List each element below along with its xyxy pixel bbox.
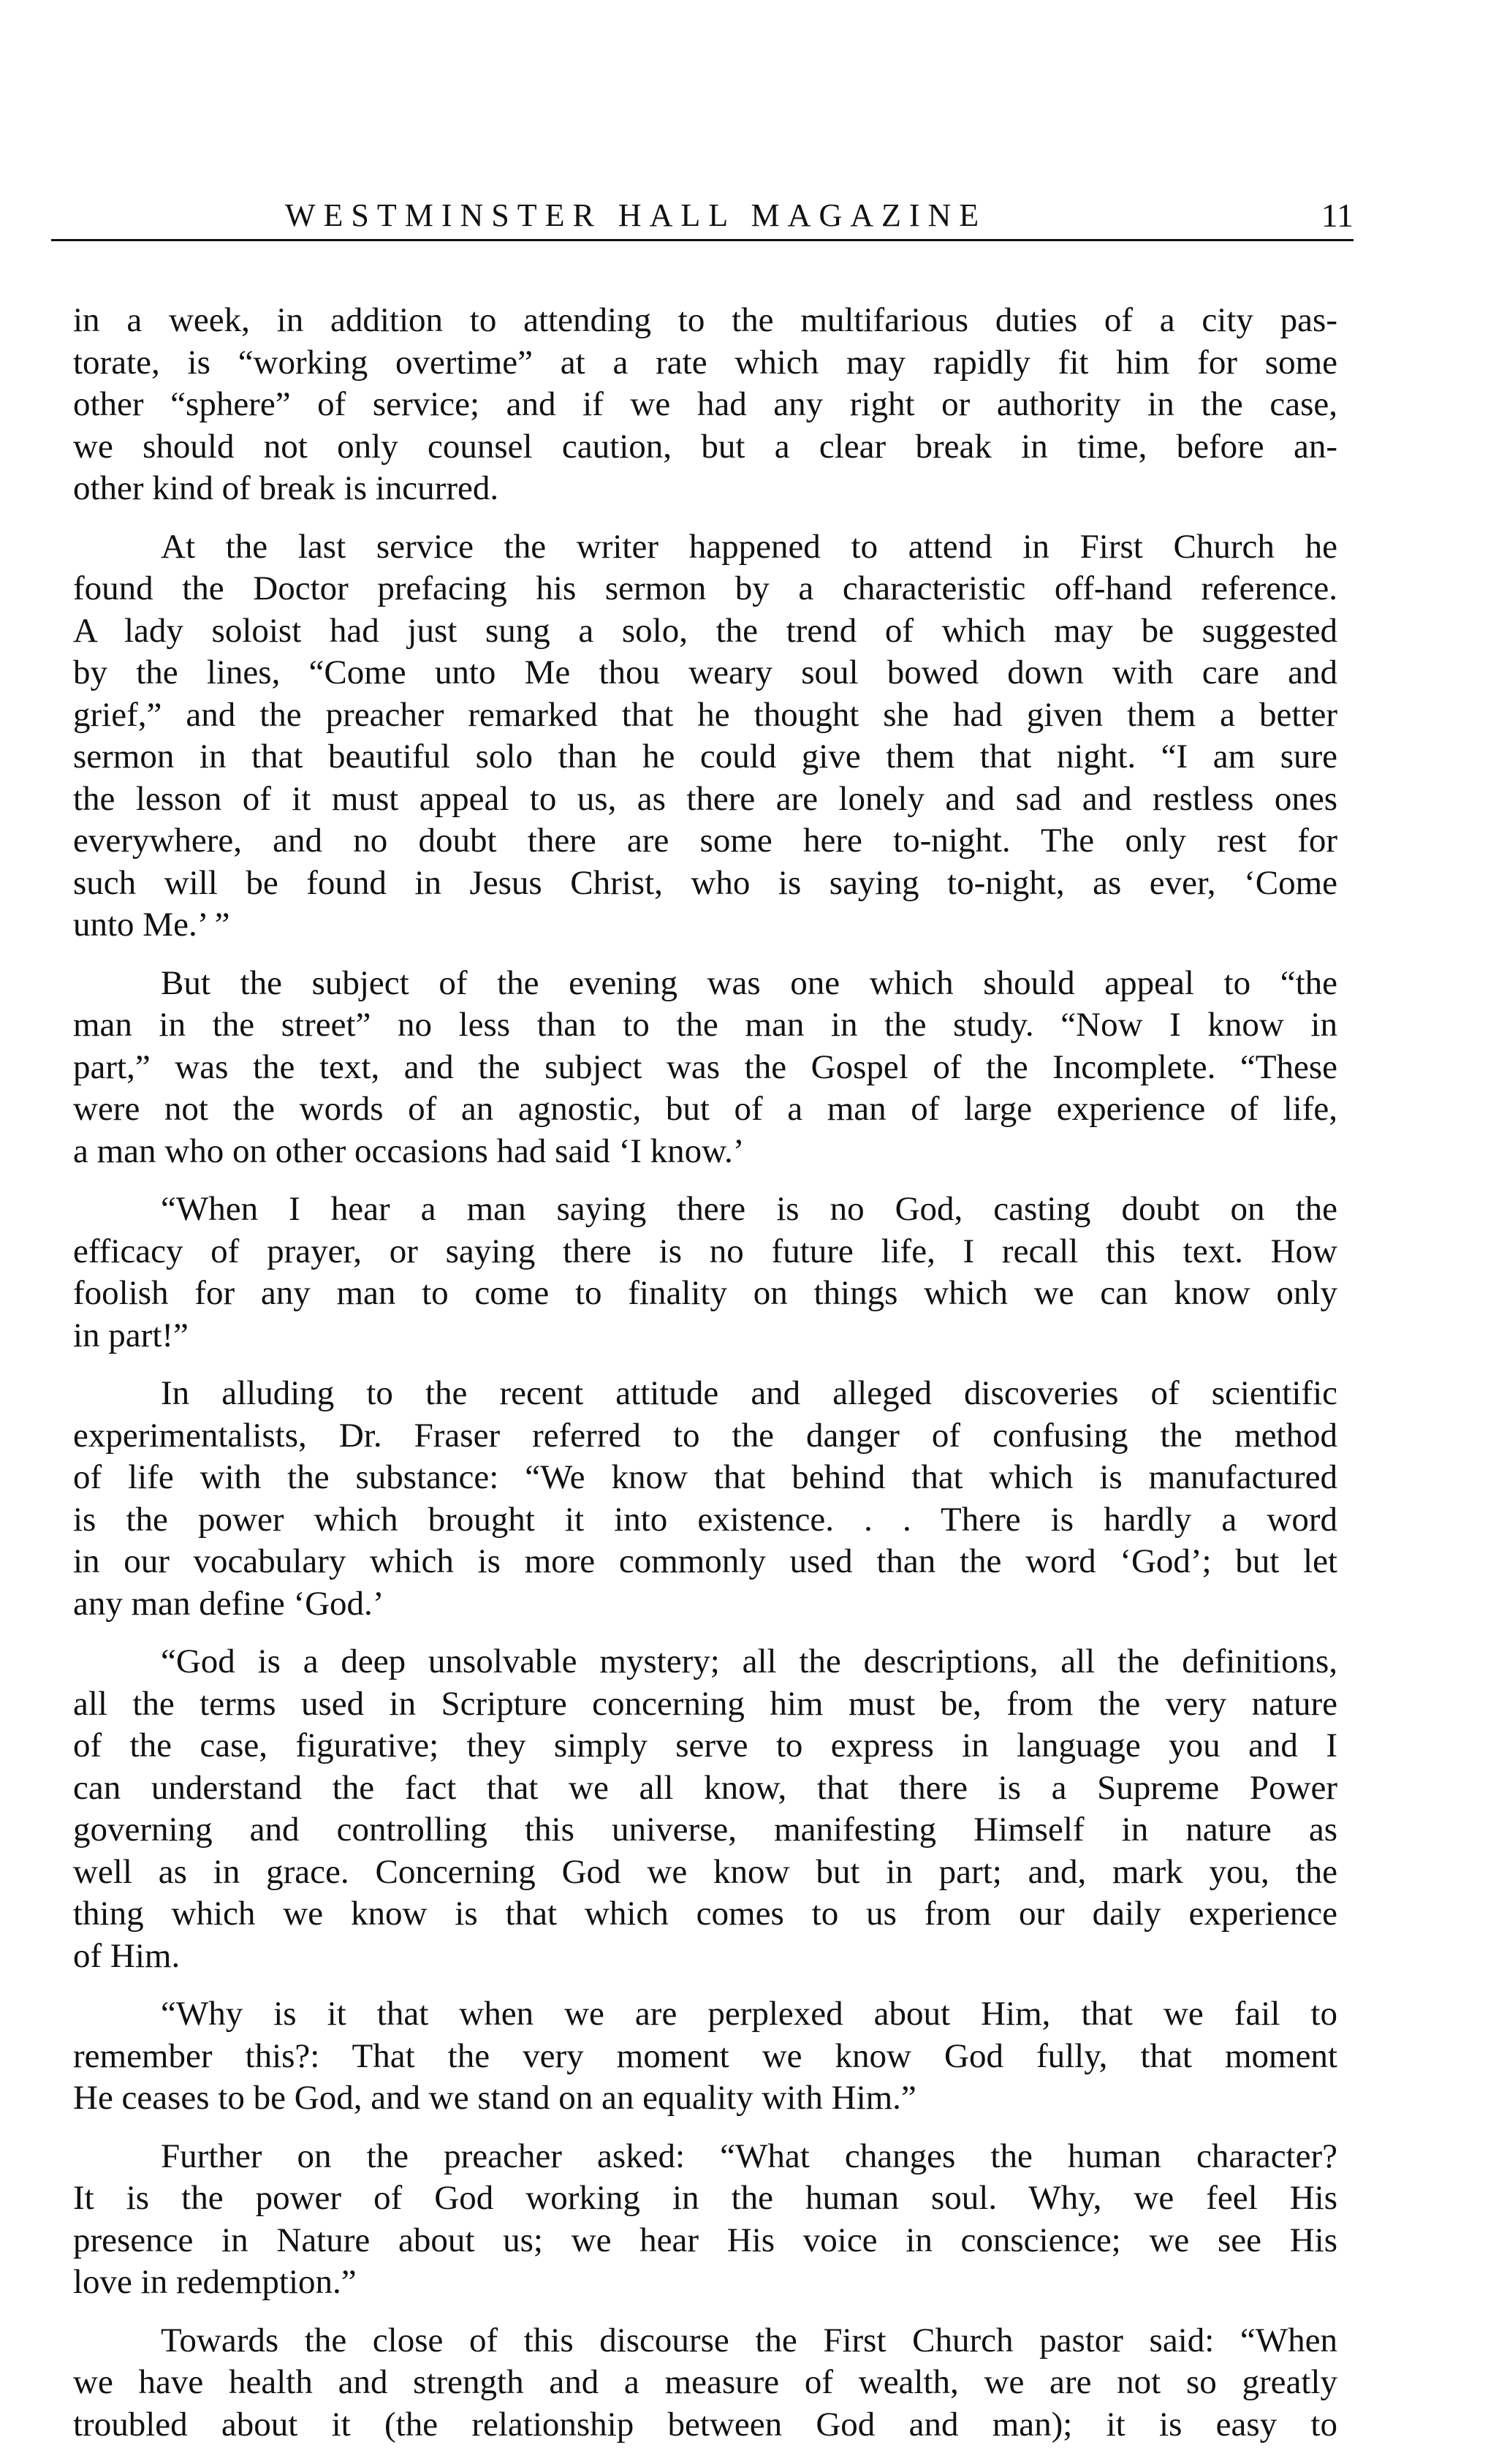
paragraph: [73, 2136, 1337, 2304]
text-line: a man who on other occasions had said ‘I know.’: [73, 1131, 745, 1170]
text-line: foolish for any man to come to finality on things which we can know only: [73, 1274, 1337, 1312]
magazine-title: WESTMINSTER HALL MAGAZINE: [285, 197, 987, 233]
text-line: A lady soloist had just sung a solo, the trend of which may be suggested: [73, 611, 1337, 650]
paragraph-gap: [73, 510, 1337, 526]
text-line: in part!”: [73, 1316, 189, 1354]
paragraph: [73, 1373, 1337, 1625]
paragraph: [73, 1641, 1337, 1977]
text-line: torate, is “working overtime” at a rate which may rapidly fit him for some: [73, 343, 1337, 382]
header-rule: [51, 239, 1354, 241]
text-line: In alluding to the recent attitude and alleged discoveries of scientific: [161, 1374, 1337, 1412]
paragraph: [73, 526, 1337, 947]
text-line: presence in Nature about us; we hear His voice in conscience; we see His: [73, 2221, 1337, 2259]
text-line: sermon in that beautiful solo than he could give them that night. “I am sure: [73, 738, 1337, 776]
paragraph: [73, 1993, 1337, 2120]
paragraph-gap: [73, 1172, 1337, 1189]
text-line: efficacy of prayer, or saying there is no future life, I recall this text. How: [73, 1232, 1337, 1270]
paragraph-gap: [73, 2120, 1337, 2136]
text-line: troubled about it (the relationship between God and man); it is easy to: [73, 2405, 1337, 2444]
text-line: everywhere, and no doubt there are some here to-night. The only rest for: [73, 822, 1337, 860]
text-line: the lesson of it must appeal to us, as there are lonely and sad and restless ones: [73, 779, 1337, 818]
paragraph: [73, 2320, 1337, 2446]
text-line: we should not only counsel caution, but a clear break in time, before an-: [73, 427, 1337, 466]
paragraph-gap: [73, 1357, 1337, 1373]
text-line: unto Me.’ ”: [73, 906, 230, 944]
text-line: any man define ‘God.’: [73, 1584, 384, 1623]
text-line: remember this?: That the very moment we know God fully, that moment: [73, 2036, 1337, 2075]
paragraph: [73, 1189, 1337, 1357]
text-line: At the last service the writer happened to attend in First Church he: [161, 527, 1337, 566]
paragraph-gap: [73, 1977, 1337, 1993]
page-number: 11: [1321, 197, 1354, 234]
article-body: [73, 300, 1337, 2446]
text-line: love in redemption.”: [73, 2263, 357, 2301]
paragraph: [73, 300, 1337, 510]
text-line: were not the words of an agnostic, but of a man of large experience of life,: [73, 1090, 1337, 1128]
text-line: is the power which brought it into existence. . . There is hardly a word: [73, 1500, 1337, 1539]
text-line: other “sphere” of service; and if we had any right or authority in the case,: [73, 385, 1337, 423]
text-line: Towards the close of this discourse the First Church pastor said: “When: [161, 2321, 1337, 2359]
text-line: experimentalists, Dr. Fraser referred to the danger of confusing the method: [73, 1416, 1337, 1455]
text-line: of life with the substance: “We know that behind that which is manufactured: [73, 1458, 1337, 1496]
text-line: can understand the fact that we all know, that there is a Supreme Power: [73, 1768, 1337, 1807]
paragraph-gap: [73, 1625, 1337, 1641]
text-line: well as in grace. Concerning God we know but in part; and, mark you, the: [73, 1852, 1337, 1891]
text-line: thing which we know is that which comes to us from our daily experience: [73, 1895, 1337, 1933]
text-line: part,” was the text, and the subject was the Gospel of the Incomplete. “These: [73, 1047, 1337, 1086]
text-line: He ceases to be God, and we stand on an equality with Him.”: [73, 2079, 916, 2117]
text-line: such will be found in Jesus Christ, who is saying to-night, as ever, ‘Come: [73, 863, 1337, 902]
text-line: we have health and strength and a measure of wealth, we are not so greatly: [73, 2363, 1337, 2401]
text-line: by the lines, “Come unto Me thou weary soul bowed down with care and: [73, 653, 1337, 691]
running-header: [51, 197, 1354, 241]
text-line: “When I hear a man saying there is no God, casting doubt on the: [161, 1190, 1337, 1228]
text-line: “Why is it that when we are perplexed about Him, that we fail to: [161, 1995, 1337, 2033]
text-line: found the Doctor prefacing his sermon by a characteristic off-hand reference.: [73, 569, 1337, 607]
text-line: But the subject of the evening was one which should appeal to “the: [161, 963, 1337, 1002]
text-line: It is the power of God working in the human soul. Why, we feel His: [73, 2179, 1337, 2217]
text-line: in our vocabulary which is more commonly used than the word ‘God’; but let: [73, 1542, 1337, 1580]
text-line: in a week, in addition to attending to the multifarious duties of a city pas-: [73, 301, 1337, 339]
text-line: of the case, figurative; they simply serve to express in language you and I: [73, 1726, 1337, 1764]
text-line: man in the street” no less than to the man in the study. “Now I know in: [73, 1006, 1337, 1044]
text-line: other kind of break is incurred.: [73, 469, 499, 507]
paragraph-gap: [73, 2304, 1337, 2320]
paragraph: [73, 963, 1337, 1173]
text-line: governing and controlling this universe, manifesting Himself in nature as: [73, 1811, 1337, 1849]
text-line: all the terms used in Scripture concerning him must be, from the very nature: [73, 1684, 1337, 1723]
text-line: “God is a deep unsolvable mystery; all the descriptions, all the definitions,: [161, 1642, 1337, 1680]
paragraph-gap: [73, 947, 1337, 963]
text-line: Further on the preacher asked: “What changes the human character?: [161, 2137, 1337, 2175]
text-line: grief,” and the preacher remarked that he thought she had given them a better: [73, 695, 1337, 734]
text-line: of Him.: [73, 1936, 181, 1975]
